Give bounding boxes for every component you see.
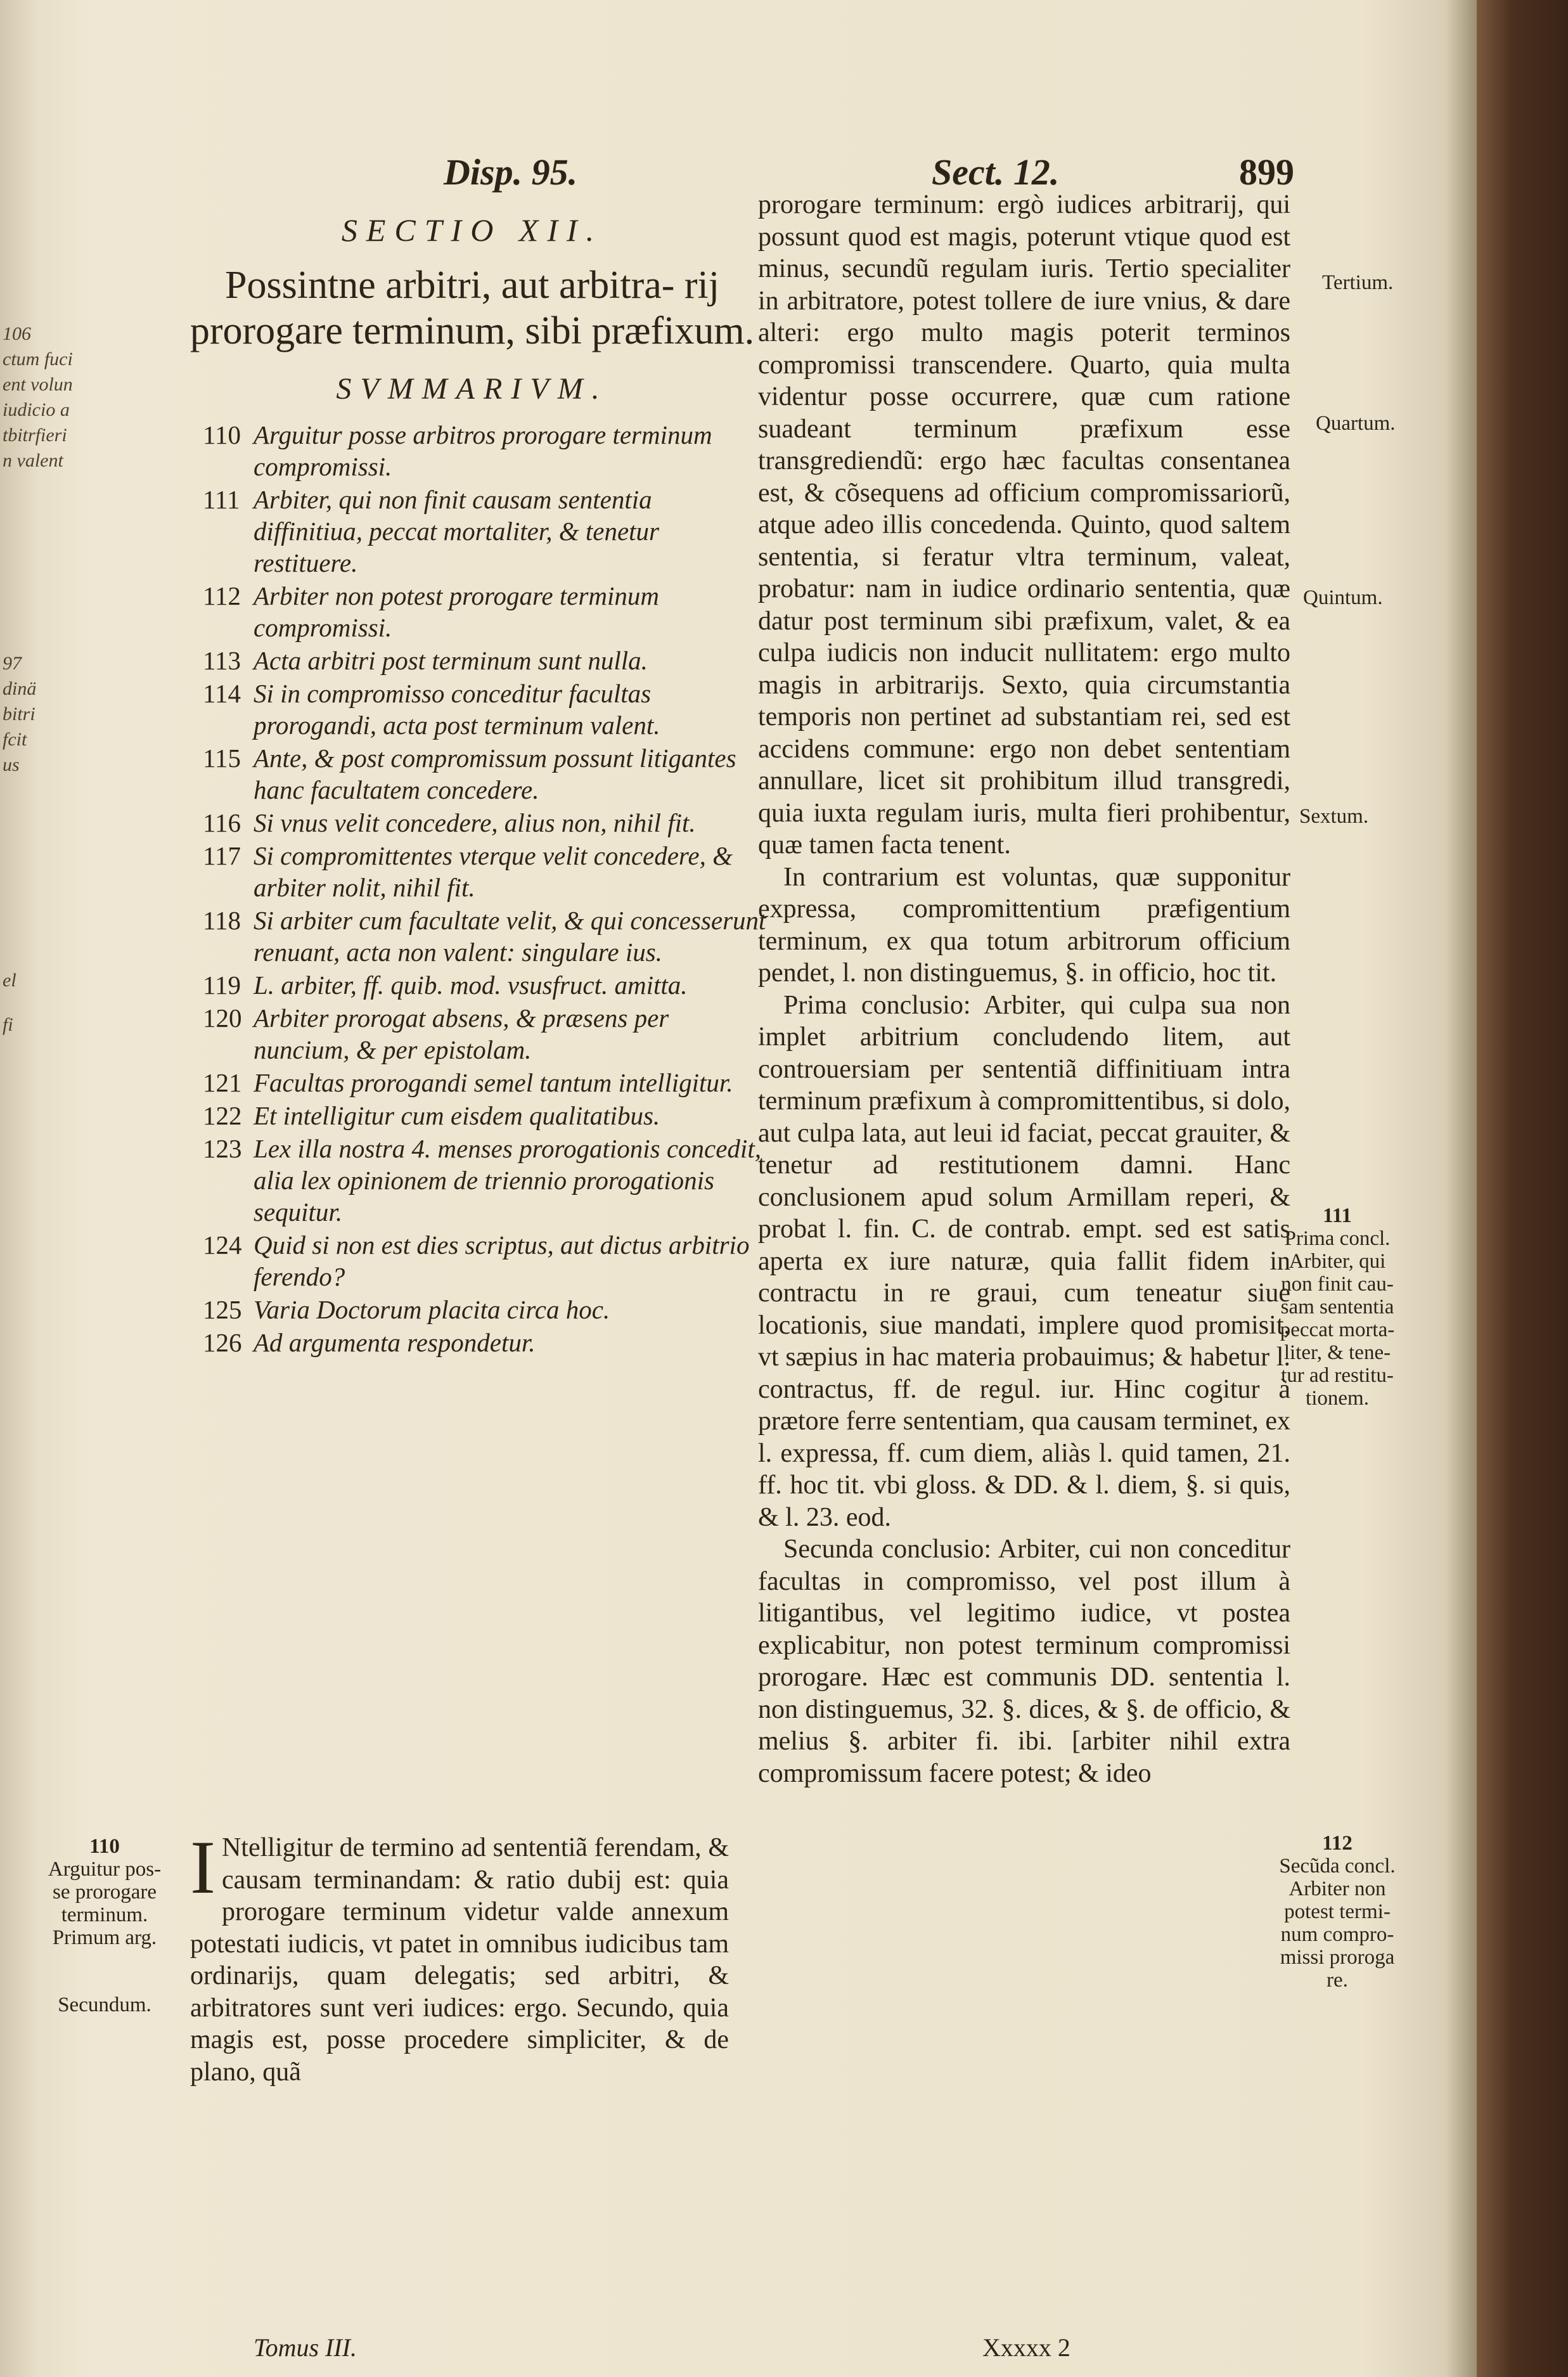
summarium-number: 111 <box>203 485 240 514</box>
margin-note-line: tionem. <box>1306 1387 1369 1410</box>
summarium-text: Lex illa nostra 4. menses prorogationis concedit, alia lex opinionem de triennio prorogationis sequitur. <box>254 1134 761 1227</box>
intro-paragraph: Ntelligitur de termino ad sententiã ferendam, & causam terminandam: & ratio dubij est: quia prorogare terminum videtur valde annexum potestati iudicis, vt patet in omnibus iudicibus tam ordinarijs, quam delegatis; sed arbitri, & arbitratores sunt veri iudices: ergo. Secundo, quia magis est, posse procedere simpliciter, & de plano, quã <box>190 1833 729 2087</box>
summarium-text: Et intelligitur cum eisdem qualitatibus. <box>254 1101 660 1130</box>
first-conclusion-paragraph: Prima conclusio: Arbiter, qui culpa sua non implet arbitrium concludendo litem, aut controuersiam per sententiã diffinitiuam intra terminum præfixum à compromittentibus, si dolo, aut culpa lata, aut leui id faciat, peccat grauiter, & tenetur ad restitutionem damni. Hanc conclusionem apud solum Armillam reperi, & probat l. fin. C. de contrab. empt. sed est satis aperta ex iure naturæ, quia fallit fidem in contractu in re graui, cum teneatur siue locationis, siue mandati, implere quod promisit, vt sæpius in hac materia probauimus; & habetur l. contractus, ff. de regul. iur. Hinc cogitur à prætore ferre sententiam, qua causam terminet, ex l. expressa, ff. cum diem, aliàs l. quid tamen, 21. ff. hoc tit. vbi gloss. & DD. & l. diem, §. si quis, & l. 23. eod. <box>758 990 1290 1532</box>
margin-note-line: non finit cau- <box>1281 1273 1394 1296</box>
page-number: 899 <box>1239 151 1294 193</box>
summarium-item <box>177 580 767 643</box>
book-spine-edge <box>1477 0 1568 2377</box>
margin-fragment: 106 <box>3 323 31 344</box>
summarium-item <box>177 840 767 903</box>
summarium-number: 125 <box>203 1295 242 1324</box>
margin-note-111 <box>1274 1204 1401 1410</box>
margin-note-tertium: Tertium. <box>1322 271 1394 294</box>
margin-note-line: Prima concl. <box>1284 1227 1391 1250</box>
margin-fragment: ctum fuci <box>3 349 73 370</box>
summarium-text: Si arbiter cum facultate velit, & qui concesserunt renuant, acta non valent: singulare ius. <box>254 906 766 967</box>
margin-fragment: bitri <box>3 704 35 725</box>
margin-fragment: tbitrfieri <box>3 425 67 446</box>
margin-note-line: terminum. <box>61 1904 148 1926</box>
margin-note-number: 111 <box>1323 1204 1352 1227</box>
summarium-text: Arbiter prorogat absens, & præsens per nuncium, & per epistolam. <box>254 1003 669 1064</box>
margin-note-line: missi proroga <box>1280 1946 1395 1969</box>
margin-note-number: 110 <box>89 1835 120 1858</box>
summarium-item <box>177 645 767 676</box>
footer-signature: Xxxxx 2 <box>982 2333 1070 2362</box>
summarium-text: Quid si non est dies scriptus, aut dictus arbitrio ferendo? <box>254 1230 750 1291</box>
summarium-item <box>177 1067 767 1098</box>
summarium-text: Arbiter non potest prorogare terminum compromissi. <box>254 581 660 642</box>
drop-initial: I <box>190 1825 215 1909</box>
summarium-text: Si vnus velit concedere, alius non, nihil fit. <box>254 808 696 837</box>
running-head-disputation: Disp. 95. <box>444 151 578 193</box>
section-title: SECTIO XII. <box>341 212 603 248</box>
margin-note-line: potest termi- <box>1284 1900 1391 1923</box>
margin-note-110 <box>25 1835 184 2016</box>
summarium-text: Varia Doctorum placita circa hoc. <box>254 1295 610 1324</box>
summarium-number: 113 <box>203 646 241 675</box>
summarium-number: 112 <box>203 581 241 610</box>
section-question: Possintne arbitri, aut arbitra- rij prorogare terminum, sibi præfixum. <box>190 264 755 352</box>
margin-fragment: el <box>3 970 16 991</box>
summarium-item <box>177 969 767 1001</box>
summarium-item <box>177 905 767 968</box>
summarium-text: Si in compromisso conceditur facultas prorogandi, acta post terminum valent. <box>254 679 660 740</box>
summarium-number: 121 <box>203 1068 242 1097</box>
right-column <box>758 189 1290 1789</box>
margin-note-line: liter, & tene- <box>1283 1341 1391 1364</box>
margin-fragment: 97 <box>3 653 22 674</box>
left-column <box>177 209 767 1360</box>
margin-note-line: se prorogare <box>52 1881 157 1904</box>
summarium-title: SVMMARIVM. <box>336 372 608 406</box>
summarium-item <box>177 742 767 806</box>
margin-fragment: ent volun <box>3 374 73 395</box>
margin-fragment: n valent <box>3 450 63 471</box>
summarium-number: 126 <box>203 1328 242 1357</box>
margin-fragment: fi <box>3 1014 13 1035</box>
margin-note-number: 112 <box>1322 1832 1353 1855</box>
summarium-text: Ante, & post compromissum possunt litigantes hanc facultatem concedere. <box>254 744 736 804</box>
summarium-text: Facultas prorogandi semel tantum intelligitur. <box>254 1068 733 1097</box>
summarium-item <box>177 1133 767 1228</box>
summarium-item <box>177 484 767 579</box>
summarium-number: 118 <box>203 906 241 935</box>
previous-page-edge <box>0 25 73 1103</box>
summarium-number: 115 <box>203 744 241 773</box>
margin-note-line: sam sententia <box>1280 1296 1394 1318</box>
margin-note-line: peccat morta- <box>1280 1318 1395 1341</box>
margin-note-line: Arguitur pos- <box>48 1858 162 1881</box>
margin-note-line: Secũda concl. <box>1279 1855 1396 1878</box>
summarium-number: 123 <box>203 1134 242 1163</box>
summarium-text: Arguitur posse arbitros prorogare terminum compromissi. <box>254 420 712 481</box>
summarium-text: Ad argumenta respondetur. <box>254 1328 536 1357</box>
summarium-item <box>177 1327 767 1358</box>
body-left-text <box>190 1825 729 2088</box>
margin-note-112 <box>1274 1832 1401 1992</box>
summarium-item <box>177 1002 767 1066</box>
margin-note-secundum: Secundum. <box>58 1994 151 2016</box>
summarium-item <box>177 1100 767 1131</box>
running-head-section: Sect. 12. <box>932 151 1060 193</box>
summarium-number: 124 <box>203 1230 242 1259</box>
summarium-text: Arbiter, qui non finit causam sententia diffinitiua, peccat mortaliter, & tenetur restituere. <box>254 485 659 577</box>
summarium-text: L. arbiter, ff. quib. mod. vsusfruct. amitta. <box>254 970 688 1000</box>
summarium-item <box>177 1229 767 1292</box>
margin-fragment: iudicio a <box>3 399 70 420</box>
margin-fragment: dinä <box>3 678 37 699</box>
margin-note-sextum: Sextum. <box>1299 805 1369 828</box>
second-conclusion-paragraph: Secunda conclusio: Arbiter, cui non conceditur facultas in compromisso, vel post illum à litigantibus, vel legitimo iudice, vt postea explicabitur, non potest terminum compromissi prorogare. Hæc est communis DD. sententia l. non distinguemus, 32. §. dices, & §. de officio, & melius §. arbiter fi. ibi. [arbiter nihil extra compromissum facere potest; & ideo <box>758 1535 1290 1788</box>
summarium-number: 116 <box>203 808 241 837</box>
summarium-number: 110 <box>203 420 241 449</box>
margin-fragment: us <box>3 754 20 775</box>
contrary-paragraph: In contrarium est voluntas, quæ supponitur expressa, compromittentium præfigentium terminum, ex qua totum arbitrorum officium pendet, l. non distinguemus, §. in officio, hoc tit. <box>758 862 1290 988</box>
summarium-number: 120 <box>203 1003 242 1033</box>
margin-note-line: num compro- <box>1280 1923 1394 1946</box>
margin-note-line: re. <box>1327 1969 1348 1992</box>
summarium-list <box>177 419 767 1358</box>
summarium-item <box>177 807 767 839</box>
summarium-item <box>177 1294 767 1325</box>
margin-note-line: Primum arg. <box>52 1926 157 1949</box>
summarium-number: 122 <box>203 1101 242 1130</box>
summarium-number: 117 <box>203 841 241 870</box>
margin-fragment: fcit <box>3 729 27 750</box>
summarium-item <box>177 419 767 482</box>
margin-note-quartum: Quartum. <box>1316 412 1396 435</box>
margin-note-line: Arbiter, qui <box>1288 1250 1386 1273</box>
summarium-number: 114 <box>203 679 241 708</box>
summarium-item <box>177 678 767 741</box>
footer-volume: Tomus III. <box>254 2333 357 2362</box>
argument-paragraph: prorogare terminum: ergò iudices arbitrarij, qui possunt quod est magis, poterunt vtique quod est minus, secundũ regulam iuris. Tertio specialiter in arbitratore, potest tollere de iure vnius, & dare alteri: ergo multo magis poterit terminos compromissi transcendere. Quarto, quia multa videntur posse occurrere, quæ cum ratione suadeant terminum præfixum esse transgrediendũ: ergo hæc facultas consentanea est, & cõsequens ad officium compromissariorũ, atque adeo illis concedenda. Quinto, quod saltem sententia, si feratur vltra terminum, valeat, probatur: nam in iudice ordinario sententia, quæ datur post terminum sibi præfixum, valet, & ea culpa iudicis non inducit nullitatem: ergo multo magis in arbitrarijs. Sexto, quia circumstantia temporis non pertinet ad substantiam rei, sed est accidens commune: ergo non debet sententiam annullare, licet sit prohibitum illud transgredi, quia iuxta regulam iuris, multa fieri prohibentur, quæ tamen facta tenent. <box>758 190 1290 860</box>
margin-note-line: Arbiter non <box>1288 1878 1386 1900</box>
summarium-number: 119 <box>203 970 241 1000</box>
margin-note-line: tur ad restitu- <box>1281 1364 1394 1387</box>
margin-note-quintum: Quintum. <box>1303 586 1383 609</box>
summarium-text: Si compromittentes vterque velit concedere, & arbiter nolit, nihil fit. <box>254 841 733 902</box>
summarium-text: Acta arbitri post terminum sunt nulla. <box>254 646 648 675</box>
